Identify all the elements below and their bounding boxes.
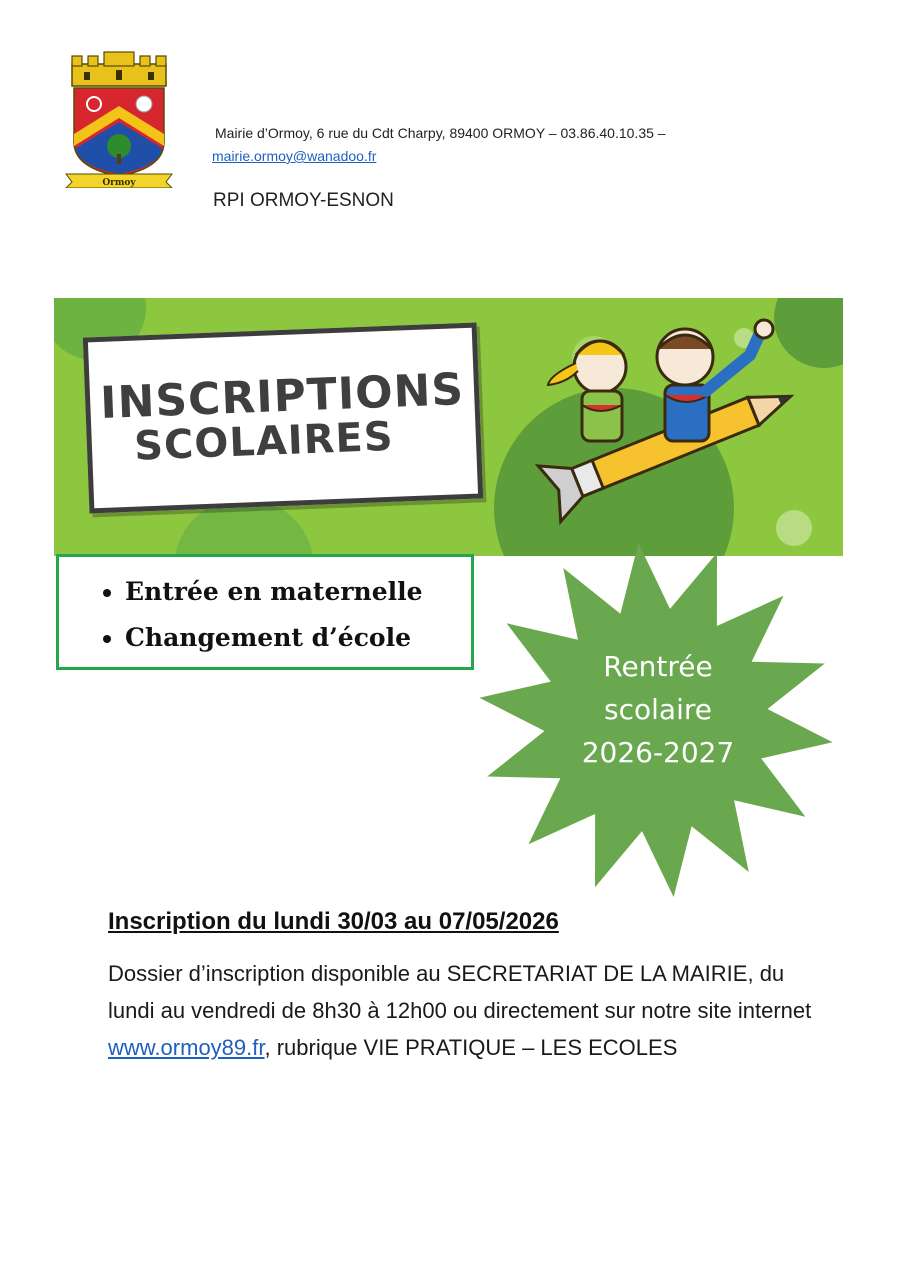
kids-on-pencil-illustration (520, 305, 820, 525)
dossier-info-paragraph (108, 955, 828, 1066)
dossier-text-part-2: , rubrique VIE PRATIQUE – LES ECOLES (264, 1035, 678, 1060)
inscription-types-box (56, 554, 474, 670)
rentree-scolaire-label (570, 645, 746, 774)
banner-title-line-1: INSCRIPTIONS (99, 363, 466, 429)
ormoy-crest-logo (60, 50, 178, 188)
mairie-email-link[interactable]: mairie.ormoy@wanadoo.fr (212, 148, 377, 164)
rpi-label: RPI ORMOY-ESNON (213, 190, 394, 211)
list-item: • Entrée en maternelle (125, 569, 471, 615)
starburst-line-3: 2026-2027 (581, 736, 735, 769)
banner-title-card (83, 323, 483, 514)
inscription-types-list (59, 569, 471, 661)
crest-label: Ormoy (102, 178, 136, 188)
dossier-text-part-1: Dossier d’inscription disponible au SECRETARIAT DE LA MAIRIE, du lundi au vendredi de 8h30 à 12h00 ou directement sur notre site internet (108, 961, 812, 1023)
starburst-line-2: scolaire (604, 693, 712, 726)
ormoy-website-link[interactable]: www.ormoy89.fr (108, 1035, 265, 1060)
banner-title-line-2: SCOLAIRES (133, 413, 395, 470)
mairie-address: Mairie d’Ormoy, 6 rue du Cdt Charpy, 89400 ORMOY – 03.86.40.10.35 – (215, 125, 666, 141)
inscription-dates-heading: Inscription du lundi 30/03 au 07/05/2026 (108, 908, 559, 935)
list-item: • Changement d’école (125, 615, 471, 661)
starburst-line-1: Rentrée (603, 650, 713, 683)
